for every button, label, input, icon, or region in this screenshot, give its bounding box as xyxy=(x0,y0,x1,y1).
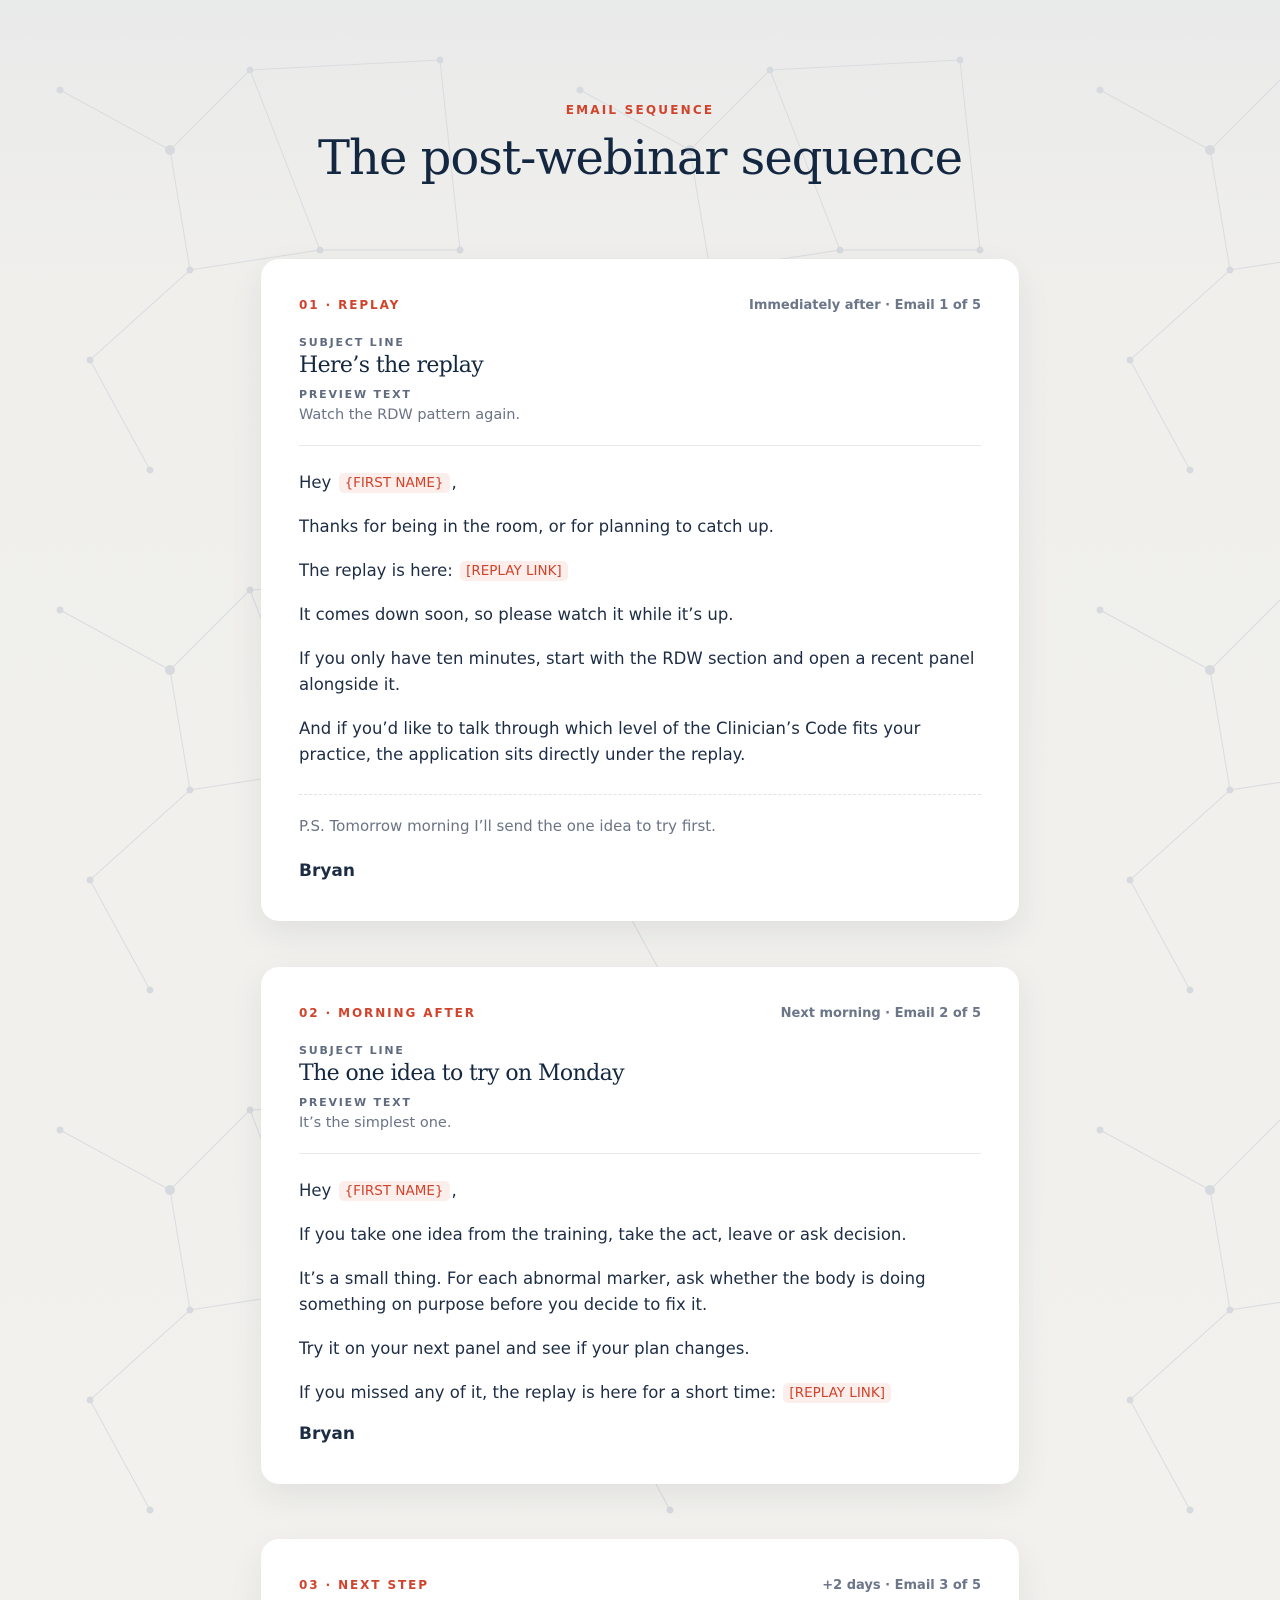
network-line xyxy=(1210,1190,1230,1310)
network-node xyxy=(1127,357,1134,364)
dashed-divider xyxy=(299,794,981,795)
network-node xyxy=(1205,1185,1215,1195)
network-line xyxy=(1130,360,1190,470)
network-node xyxy=(837,247,844,254)
first-name-token: {FIRST NAME} xyxy=(339,1181,450,1201)
network-node xyxy=(577,87,584,94)
network-node xyxy=(1127,877,1134,884)
email-timing-meta: Immediately after · Email 1 of 5 xyxy=(749,297,981,313)
network-node xyxy=(1227,267,1234,274)
greeting-word: Hey xyxy=(299,473,332,492)
network-node xyxy=(147,1507,154,1514)
network-node xyxy=(147,987,154,994)
network-line xyxy=(90,790,190,880)
email-timing-meta: +2 days · Email 3 of 5 xyxy=(822,1577,981,1593)
network-node xyxy=(147,467,154,474)
network-line xyxy=(1210,590,1280,670)
network-node xyxy=(1127,1397,1134,1404)
network-line xyxy=(1130,880,1190,990)
network-line xyxy=(250,60,440,70)
card-header xyxy=(299,297,981,313)
card-header xyxy=(299,1005,981,1021)
network-node xyxy=(57,87,64,94)
network-node xyxy=(247,1107,254,1114)
eyebrow-label: EMAIL SEQUENCE xyxy=(565,103,715,117)
network-node xyxy=(767,67,774,74)
email-card-1 xyxy=(261,259,1019,921)
email-step-tag: 01 · REPLAY xyxy=(299,298,401,312)
email-card-2 xyxy=(261,967,1019,1484)
network-node xyxy=(1227,787,1234,794)
network-line xyxy=(1100,1130,1210,1190)
signature: Bryan xyxy=(299,861,355,881)
preview-text-label: PREVIEW TEXT xyxy=(299,1096,412,1109)
network-line xyxy=(1130,1310,1230,1400)
network-node xyxy=(247,67,254,74)
network-node xyxy=(1097,1127,1104,1134)
network-line xyxy=(170,1110,250,1190)
preview-text: It’s the simplest one. xyxy=(299,1115,452,1131)
network-node xyxy=(437,57,444,64)
greeting-word: Hey xyxy=(299,1181,332,1200)
card-header xyxy=(299,1577,981,1593)
network-node xyxy=(247,587,254,594)
network-node xyxy=(87,877,94,884)
network-node xyxy=(187,787,194,794)
network-line xyxy=(90,1310,190,1400)
network-line xyxy=(1230,770,1280,790)
body-paragraph: If you take one idea from the training, take the act, leave or ask decision. xyxy=(299,1225,907,1244)
network-line xyxy=(170,1190,190,1310)
replay-intro: The replay is here: xyxy=(299,561,453,580)
network-node xyxy=(1187,467,1194,474)
network-node xyxy=(457,247,464,254)
network-line xyxy=(770,60,960,70)
network-line xyxy=(170,670,190,790)
network-node xyxy=(957,57,964,64)
network-node xyxy=(1097,607,1104,614)
replay-line xyxy=(299,1380,981,1406)
subject-line-label: SUBJECT LINE xyxy=(299,336,405,349)
postscript: P.S. Tomorrow morning I’ll send the one idea to try first. xyxy=(299,817,716,835)
greeting-line xyxy=(299,470,981,496)
network-node xyxy=(165,665,175,675)
network-line xyxy=(90,270,190,360)
network-line xyxy=(1230,1290,1280,1310)
subject-line: Here’s the replay xyxy=(299,353,484,378)
divider xyxy=(299,445,981,446)
network-line xyxy=(90,360,150,470)
network-line xyxy=(1230,250,1280,270)
replay-link-token: [REPLAY LINK] xyxy=(460,561,568,581)
network-node xyxy=(1187,1507,1194,1514)
network-node xyxy=(317,247,324,254)
network-node xyxy=(977,247,984,254)
network-node xyxy=(1227,1307,1234,1314)
network-line xyxy=(1210,670,1230,790)
email-timing-meta: Next morning · Email 2 of 5 xyxy=(780,1005,981,1021)
body-paragraph: Thanks for being in the room, or for planning to catch up. xyxy=(299,517,774,536)
network-line xyxy=(90,1400,150,1510)
greeting-line xyxy=(299,1178,981,1204)
network-node xyxy=(87,1397,94,1404)
body-paragraph: Try it on your next panel and see if your plan changes. xyxy=(299,1339,750,1358)
network-node xyxy=(187,1307,194,1314)
network-line xyxy=(1130,1400,1190,1510)
network-node xyxy=(165,1185,175,1195)
network-line xyxy=(1100,610,1210,670)
replay-link-token: [REPLAY LINK] xyxy=(783,1383,891,1403)
network-node xyxy=(87,357,94,364)
body-paragraph: And if you’d like to talk through which level of the Clinician’s Code fits your practice, the application sits directly under the replay. xyxy=(299,719,921,764)
replay-line xyxy=(299,558,981,584)
email-body xyxy=(299,470,981,768)
greeting-comma: , xyxy=(451,473,457,492)
first-name-token: {FIRST NAME} xyxy=(339,473,450,493)
subject-line-label: SUBJECT LINE xyxy=(299,1044,405,1057)
page-title: The post-webinar sequence xyxy=(318,130,962,186)
network-line xyxy=(1130,270,1230,360)
network-line xyxy=(1130,790,1230,880)
network-line xyxy=(90,880,150,990)
network-node xyxy=(187,267,194,274)
greeting-comma: , xyxy=(451,1181,457,1200)
network-line xyxy=(60,1130,170,1190)
body-paragraph: If you only have ten minutes, start with the RDW section and open a recent panel alongside it. xyxy=(299,649,975,694)
body-paragraph: It comes down soon, so please watch it while it’s up. xyxy=(299,605,734,624)
network-node xyxy=(57,607,64,614)
network-line xyxy=(170,590,250,670)
divider xyxy=(299,1153,981,1154)
subject-line: The one idea to try on Monday xyxy=(299,1061,624,1086)
network-line xyxy=(1210,1110,1280,1190)
email-body xyxy=(299,1178,981,1406)
network-line xyxy=(60,610,170,670)
network-node xyxy=(667,1507,674,1514)
network-node xyxy=(1187,987,1194,994)
replay-intro: If you missed any of it, the replay is here for a short time: xyxy=(299,1383,777,1402)
email-card-3 xyxy=(261,1539,1019,1600)
preview-text: Watch the RDW pattern again. xyxy=(299,407,521,423)
network-node xyxy=(57,1127,64,1134)
network-node xyxy=(1205,665,1215,675)
body-paragraph: It’s a small thing. For each abnormal marker, ask whether the body is doing something on purpose before you decide to fix it. xyxy=(299,1269,926,1314)
email-step-tag: 03 · NEXT STEP xyxy=(299,1578,429,1592)
network-node xyxy=(1097,87,1104,94)
email-step-tag: 02 · MORNING AFTER xyxy=(299,1006,476,1020)
preview-text-label: PREVIEW TEXT xyxy=(299,388,412,401)
signature: Bryan xyxy=(299,1424,355,1444)
